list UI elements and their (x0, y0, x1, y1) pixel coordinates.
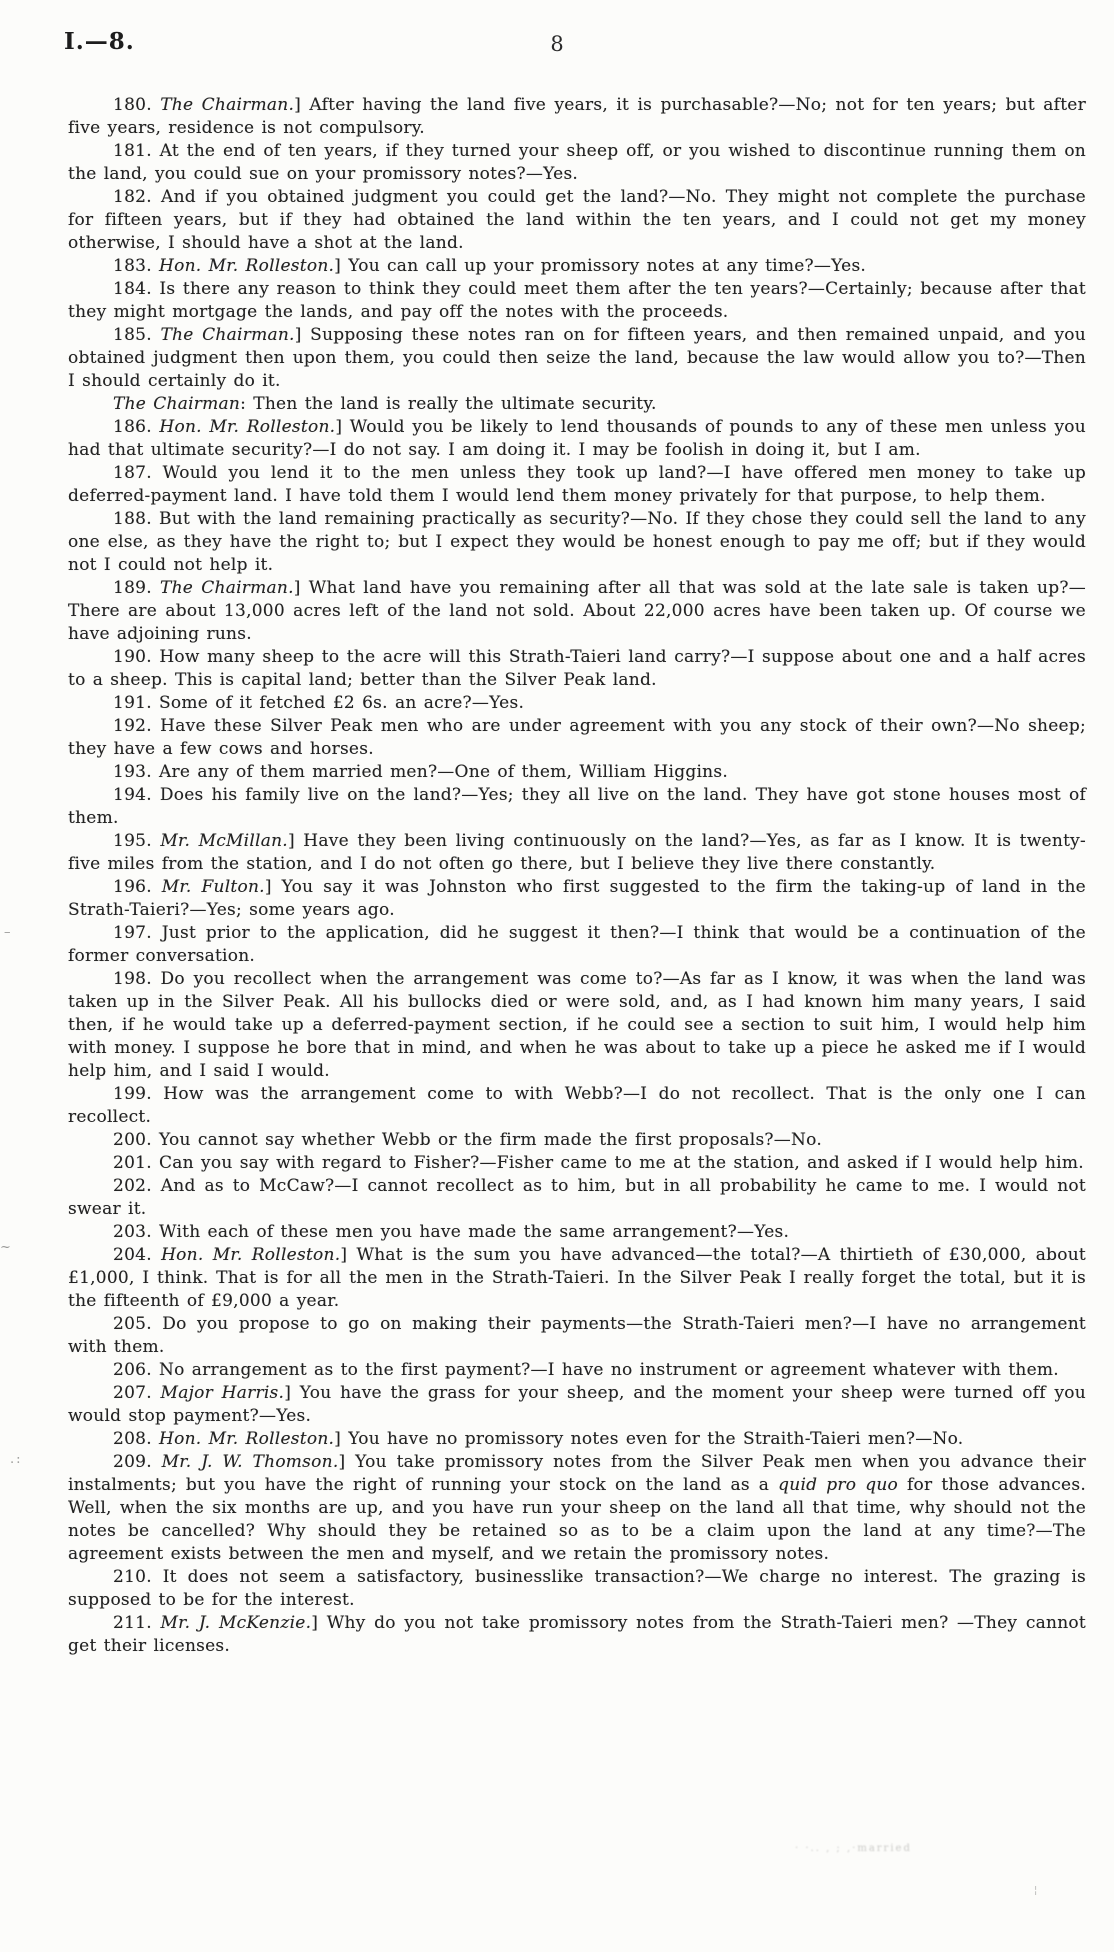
page-number: 8 (550, 32, 564, 56)
question-number: 180. (113, 95, 161, 115)
qa-paragraph (68, 1175, 1086, 1221)
qa-text: Do you recollect when the arrangement was come to?—As far as I know, it was when the land was taken up in the Silver Peak. All his bullocks died or were sold, and, as I had known him many years, I said then, if he would take up a deferred-payment section, if he could see a section to suit him, I would help him with money. I suppose he bore that in mind, and when he was about to take up a piece he asked me if I would help him, and I said I would. (68, 969, 1086, 1081)
qa-paragraph (68, 462, 1086, 508)
qa-paragraph (68, 876, 1086, 922)
speaker-name: The Chairman. (160, 325, 295, 345)
qa-text: But with the land remaining practically as security?—No. If they chose they could sell the land to any one else, as they have the right to; but I expect they would be honest enough to pay me off; but if they would not I could not help it. (68, 509, 1086, 575)
qa-text: : Then the land is really the ultimate security. (240, 394, 657, 414)
speaker-name: The Chairman. (160, 95, 295, 115)
qa-text: And as to McCaw?—I cannot recollect as to him, but in all probability he came to me. I would not swear it. (68, 1176, 1086, 1219)
qa-paragraph (68, 1359, 1086, 1382)
qa-text: ] You say it was Johnston who first suggested to the firm the taking-up of land in the Strath-Taieri?—Yes; some years ago. (68, 877, 1086, 920)
question-number: 209. (113, 1452, 162, 1472)
question-number: 185. (113, 325, 161, 345)
qa-text: ] You can call up your promissory notes at any time?—Yes. (334, 256, 867, 276)
question-number: 182. (113, 187, 162, 207)
qa-text: ] You take promissory notes from the Silver Peak men when you advance their instalments; but you have the right of running your stock on the land as a (68, 1452, 1086, 1495)
speaker-name: Major Harris. (160, 1383, 285, 1403)
question-number: 181. (113, 141, 160, 161)
qa-text: You cannot say whether Webb or the firm made the first proposals?—No. (159, 1130, 822, 1150)
qa-paragraph (68, 1221, 1086, 1244)
qa-paragraph (68, 1129, 1086, 1152)
speaker-name: Hon. Mr. Rolleston. (159, 1429, 335, 1449)
question-number: 196. (113, 877, 162, 897)
speaker-name: Mr. McMillan. (160, 831, 288, 851)
qa-text: How many sheep to the acre will this Strath-Taieri land carry?—I suppose about one and a half acres to a sheep. This is capital land; better than the Silver Peak land. (68, 647, 1086, 690)
question-number: 189. (113, 578, 160, 598)
qa-text: Does his family live on the land?—Yes; they all live on the land. They have got stone houses most of them. (68, 785, 1086, 828)
qa-text: for those advances. Well, when the six months are up, and you have run your sheep on the land all that time, why should not the notes be cancelled? Why should they be retained so as to be a claim upon the land at any time?—The agreement exists between the men and myself, and we retain the promissory notes. (68, 1475, 1086, 1564)
question-number: 198. (113, 969, 161, 989)
speaker-name: The Chairman. (160, 578, 294, 598)
qa-text: Just prior to the application, did he suggest it then?—I think that would be a continuation of the former conversation. (68, 923, 1086, 966)
scan-artifact: .: (10, 1452, 23, 1467)
question-number: 208. (113, 1429, 160, 1449)
question-number: 205. (113, 1314, 163, 1334)
qa-paragraph (68, 1566, 1086, 1612)
qa-paragraph (68, 715, 1086, 761)
qa-paragraph (68, 1244, 1086, 1313)
speaker-name: Hon. Mr. Rolleston. (159, 417, 336, 437)
question-number: 210. (113, 1567, 163, 1587)
question-number: 199. (113, 1084, 164, 1104)
speaker-name: Mr. J. W. Thomson. (161, 1452, 339, 1472)
question-number: 197. (113, 923, 162, 943)
qa-text: How was the arrangement come to with Webb?—I do not recollect. That is the only one I can recollect. (68, 1084, 1086, 1127)
section-label: I.—8. (64, 28, 135, 55)
qa-text: Would you lend it to the men unless they took up land?—I have offered men money to take up deferred-payment land. I have told them I would lend them money privately for that purpose, to help them. (68, 463, 1086, 506)
qa-text: ] After having the land five years, it is purchasable?—No; not for ten years; but after five years, residence is not compulsory. (68, 95, 1086, 138)
qa-text: ] You have the grass for your sheep, and the moment your sheep were turned off you would stop payment?—Yes. (68, 1383, 1086, 1426)
question-number: 206. (113, 1360, 160, 1380)
qa-text: ] Would you be likely to lend thousands of pounds to any of these men unless you had that ultimate security?—I do not say. I am doing it. I may be foolish in doing it, but I am. (68, 417, 1086, 460)
qa-paragraph (68, 784, 1086, 830)
speaker-name: Mr. Fulton. (161, 877, 265, 897)
qa-paragraph (68, 1612, 1086, 1658)
question-number: 187. (113, 463, 163, 483)
qa-paragraph (68, 324, 1086, 393)
question-number: 184. (113, 279, 160, 299)
qa-text: It does not seem a satisfactory, businesslike transaction?—We charge no interest. The grazing is supposed to be for the interest. (68, 1567, 1086, 1610)
question-number: 190. (113, 647, 160, 667)
interjection-paragraph (68, 393, 1086, 416)
question-number: 186. (113, 417, 160, 437)
qa-paragraph (68, 646, 1086, 692)
qa-paragraph (68, 416, 1086, 462)
qa-paragraph (68, 1382, 1086, 1428)
qa-text: ] Supposing these notes ran on for fifteen years, and then remained unpaid, and you obtained judgment then upon them, you could then seize the land, because the law would allow you to?—Then I should certainly do it. (68, 325, 1086, 391)
qa-text: Have these Silver Peak men who are under agreement with you any stock of their own?—No sheep; they have a few cows and horses. (68, 716, 1086, 759)
qa-paragraph (68, 508, 1086, 577)
qa-text: ] Have they been living continuously on the land?—Yes, as far as I know. It is twenty-five miles from the station, and I do not often go there, but I believe they live there constantly. (68, 831, 1086, 874)
qa-text: Are any of them married men?—One of them, William Higgins. (159, 762, 728, 782)
question-number: 202. (113, 1176, 161, 1196)
qa-paragraph (68, 830, 1086, 876)
scan-artifact: ¦ (1034, 1885, 1040, 1896)
speaker-name: quid pro quo (778, 1475, 899, 1495)
qa-text: With each of these men you have made the same arrangement?—Yes. (159, 1222, 790, 1242)
qa-paragraph (68, 577, 1086, 646)
question-number: 201. (113, 1153, 160, 1173)
question-number: 193. (113, 762, 160, 782)
scan-artifact: ~ (0, 1240, 13, 1255)
qa-text: ] You have no promissory notes even for the Straith-Taieri men?—No. (334, 1429, 964, 1449)
qa-text: No arrangement as to the first payment?—I have no instrument or agreement whatever with them. (159, 1360, 1059, 1380)
qa-text: ] Why do you not take promissory notes from the Strath-Taieri men? —They cannot get their licenses. (68, 1613, 1086, 1656)
question-number: 188. (113, 509, 160, 529)
qa-paragraph (68, 1083, 1086, 1129)
question-number: 183. (113, 256, 160, 276)
qa-paragraph (68, 186, 1086, 255)
speaker-name: Mr. J. McKenzie. (160, 1613, 312, 1633)
question-number: 211. (113, 1613, 161, 1633)
qa-paragraph (68, 922, 1086, 968)
qa-paragraph (68, 255, 1086, 278)
speaker-name: The Chairman (113, 394, 241, 414)
qa-paragraph (68, 1313, 1086, 1359)
qa-paragraph (68, 1152, 1086, 1175)
qa-text: Some of it fetched £2 6s. an acre?—Yes. (159, 693, 525, 713)
qa-text: Is there any reason to think they could meet them after the ten years?—Certainly; because after that they might mortgage the lands, and pay off the notes with the proceeds. (68, 279, 1086, 322)
qa-text: Can you say with regard to Fisher?—Fisher came to me at the station, and asked if I would help him. (159, 1153, 1084, 1173)
scan-artifact: – (4, 925, 13, 940)
qa-text: And if you obtained judgment you could get the land?—No. They might not complete the purchase for fifteen years, but if they had obtained the land within the ten years, and I could not get my money otherwise, I should have a shot at the land. (68, 187, 1086, 253)
speaker-name: Hon. Mr. Rolleston. (161, 1245, 341, 1265)
qa-paragraph (68, 761, 1086, 784)
qa-paragraph (68, 1428, 1086, 1451)
qa-paragraph (68, 968, 1086, 1083)
question-number: 203. (113, 1222, 160, 1242)
qa-text: At the end of ten years, if they turned your sheep off, or you wished to discontinue running them on the land, you could sue on your promissory notes?—Yes. (68, 141, 1086, 184)
question-number: 192. (113, 716, 161, 736)
qa-paragraph (68, 278, 1086, 324)
question-number: 207. (113, 1383, 161, 1403)
question-number: 195. (113, 831, 161, 851)
qa-paragraph (68, 692, 1086, 715)
speaker-name: Hon. Mr. Rolleston. (159, 256, 335, 276)
qa-paragraph (68, 140, 1086, 186)
scan-artifact: · ·.. , ; ,·married (795, 1843, 912, 1854)
qa-text: Do you propose to go on making their payments—the Strath-Taieri men?—I have no arrangement with them. (68, 1314, 1086, 1357)
qa-paragraph (68, 1451, 1086, 1566)
question-number: 194. (113, 785, 160, 805)
qa-paragraph (68, 94, 1086, 140)
qa-text: ] What is the sum you have advanced—the total?—A thirtieth of £30,000, about £1,000, I think. That is for all the men in the Strath-Taieri. In the Silver Peak I really forget the total, but it is the fifteenth of £9,000 a year. (68, 1245, 1086, 1311)
question-number: 191. (113, 693, 160, 713)
qa-text: ] What land have you remaining after all that was sold at the late sale is taken up?—There are about 13,000 acres left of the land not sold. About 22,000 acres have been taken up. Of course we have adjoining runs. (68, 578, 1087, 644)
question-number: 204. (113, 1245, 162, 1265)
question-number: 200. (113, 1130, 160, 1150)
testimony-body (68, 94, 1086, 1658)
